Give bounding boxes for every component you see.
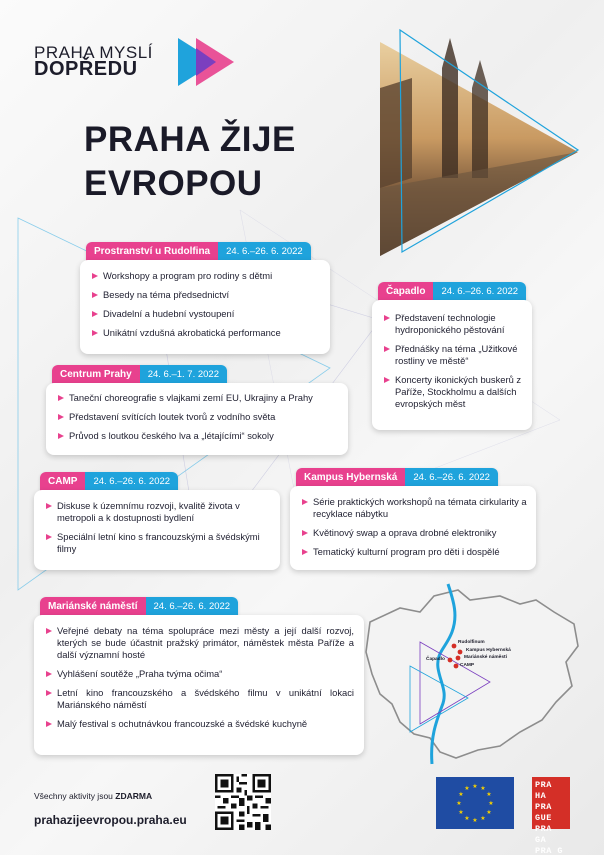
list-item: Tematický kulturní program pro děti i dospělé: [302, 546, 528, 558]
venue-tag-camp: [40, 472, 178, 491]
list-item: Besedy na téma předsednictví: [92, 289, 320, 301]
venue-tag-capadlo: [378, 282, 526, 301]
logo-line2: DOPŘEDU: [34, 58, 138, 80]
list-item: Unikátní vzdušná akrobatická performance: [92, 327, 320, 339]
venue-name: Kampus Hybernská: [296, 468, 405, 487]
praha-logo-line: PRA GUE: [535, 802, 552, 823]
eu-flag-icon: [436, 777, 514, 829]
list-item: Taneční choreografie s vlajkami zemí EU, Ukrajiny a Prahy: [58, 392, 340, 404]
list-item: Letní kino francouzského a švédského filmu v unikátní lokaci Mariánského náměstí: [46, 687, 354, 711]
svg-text:★: ★: [464, 815, 470, 822]
venue-tag-rudolfinum: [86, 242, 311, 261]
page-title: [84, 118, 296, 206]
venue-date: 24. 6.–26. 6. 2022: [146, 597, 239, 616]
venue-name: Mariánské náměstí: [40, 597, 146, 616]
svg-text:★: ★: [458, 791, 464, 798]
list-item: Květinový swap a oprava drobné elektroniky: [302, 527, 528, 539]
venue-card-marianske: [34, 615, 364, 755]
venue-card-kampus: [290, 486, 536, 570]
svg-text:★: ★: [456, 800, 462, 807]
free-note: [34, 791, 152, 801]
list-item: Přednášky na téma „Užitkové rostliny ve městě“: [384, 343, 524, 367]
map-label-kampus: Kampus Hybernská: [466, 648, 511, 653]
map-label-capadlo: Čapadlo: [426, 657, 445, 662]
praha-logo-line: PRA GA: [535, 824, 552, 845]
venue-name: Prostranství u Rudolfina: [86, 242, 218, 261]
city-photo: [372, 28, 584, 260]
venue-card-centrum: [46, 383, 348, 455]
list-item: Diskuse k územnímu rozvoji, kvalitě života v metropoli a k dostupnosti bydlení: [46, 500, 272, 524]
svg-text:★: ★: [472, 817, 478, 824]
svg-text:★: ★: [464, 785, 470, 792]
venue-date: 24. 6.–1. 7. 2022: [140, 365, 227, 384]
map-label-marianske: Mariánské náměstí: [464, 655, 507, 660]
free-note-prefix: Všechny aktivity jsou: [34, 791, 113, 801]
praha-logo-line: PRA HA: [535, 780, 552, 801]
venue-card-camp: [34, 490, 280, 570]
venue-tag-kampus: [296, 468, 498, 487]
venue-name: CAMP: [40, 472, 85, 491]
svg-text:★: ★: [486, 791, 492, 798]
list-item: Divadelní a hudební vystoupení: [92, 308, 320, 320]
logo-line1: PRAHA MYSLÍ: [34, 43, 153, 62]
venue-tag-centrum: [52, 365, 227, 384]
list-item: Malý festival s ochutnávkou francouzské a švédské kuchyně: [46, 718, 354, 730]
praha-logo-line: PRA G: [535, 846, 564, 855]
list-item: Představení svítících loutek tvorů z vodního světa: [58, 411, 340, 423]
website-url[interactable]: prahazijeevropou.praha.eu: [34, 813, 187, 827]
venue-date: 24. 6.–26. 6. 2022: [433, 282, 526, 301]
list-item: Koncerty ikonických buskerů z Paříže, Stockholmu a dalších evropských měst: [384, 374, 524, 410]
list-item: Veřejné debaty na téma spolupráce mezi městy a její další rozvoj, kterých se bude účastnit pražský primátor, náměstek města Paříže a další významní hosté: [46, 625, 354, 661]
list-item: Série praktických workshopů na témata cirkularity a recyklace nábytku: [302, 496, 528, 520]
list-item: Průvod s loutkou českého lva a „létajícími“ sokoly: [58, 430, 340, 442]
title-line1: PRAHA ŽIJE: [84, 120, 296, 159]
list-item: Představení technologie hydroponického pěstování: [384, 312, 524, 336]
svg-text:★: ★: [486, 809, 492, 816]
play-arrows-icon: [176, 36, 240, 88]
title-line2: EVROPOU: [84, 164, 263, 203]
venue-card-capadlo: [372, 300, 532, 430]
list-item: Speciální letní kino s francouzskými a švédskými filmy: [46, 531, 272, 555]
svg-text:★: ★: [458, 809, 464, 816]
free-note-bold: ZDARMA: [115, 791, 153, 801]
venue-date: 24. 6.–26. 6. 2022: [85, 472, 178, 491]
venue-date: 24. 6.–26. 6. 2022: [218, 242, 311, 261]
venue-card-rudolfinum: [80, 260, 330, 354]
map-label-camp: CAMP: [460, 663, 475, 668]
map-label-rudolfinum: Rudolfinum: [458, 640, 485, 645]
venue-name: Čapadlo: [378, 282, 433, 301]
venue-tag-marianske: [40, 597, 238, 616]
venue-date: 24. 6.–26. 6. 2022: [405, 468, 498, 487]
prague-map: [360, 582, 586, 768]
list-item: Vyhlášení soutěže „Praha tvýma očima“: [46, 668, 354, 680]
qr-code-icon[interactable]: [215, 774, 271, 830]
svg-text:★: ★: [480, 785, 486, 792]
svg-text:★: ★: [488, 800, 494, 807]
venue-name: Centrum Prahy: [52, 365, 140, 384]
list-item: Workshopy a program pro rodiny s dětmi: [92, 270, 320, 282]
praha-logo: [532, 777, 570, 855]
svg-text:★: ★: [472, 783, 478, 790]
svg-text:★: ★: [480, 815, 486, 822]
